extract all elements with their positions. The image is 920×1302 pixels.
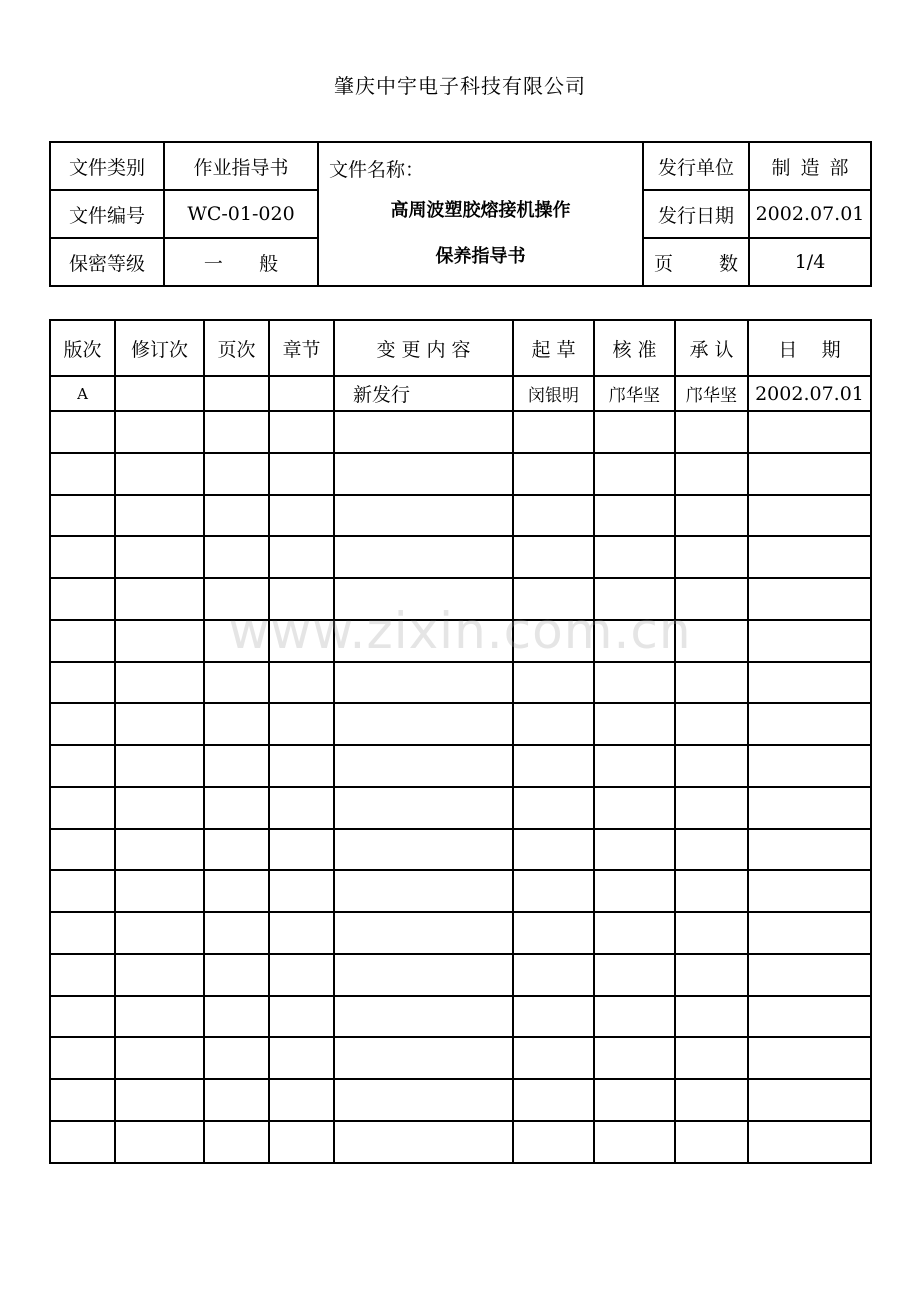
table-cell	[334, 1079, 513, 1121]
table-cell	[748, 1121, 871, 1163]
table-cell	[594, 1037, 675, 1079]
table-cell	[50, 870, 115, 912]
table-cell	[115, 536, 204, 578]
doc-name-line2: 保养指导书	[435, 246, 526, 267]
table-cell	[748, 954, 871, 996]
table-row	[50, 495, 871, 537]
table-cell	[269, 536, 334, 578]
issuer-value: 制 造 部	[749, 142, 871, 190]
table-cell	[513, 745, 594, 787]
table-cell	[513, 912, 594, 954]
table-cell	[115, 829, 204, 871]
table-row	[50, 411, 871, 453]
table-cell	[115, 1121, 204, 1163]
table-cell	[204, 829, 269, 871]
table-cell	[513, 495, 594, 537]
table-cell	[513, 996, 594, 1038]
table-row	[50, 996, 871, 1038]
table-cell	[513, 578, 594, 620]
issuer-label: 发行单位	[643, 142, 749, 190]
table-cell	[748, 453, 871, 495]
table-cell	[269, 954, 334, 996]
table-row	[50, 703, 871, 745]
table-cell	[748, 829, 871, 871]
doc-name-line1: 高周波塑胶熔接机操作	[390, 200, 571, 221]
table-cell	[204, 1037, 269, 1079]
table-cell	[204, 536, 269, 578]
table-cell	[269, 411, 334, 453]
table-cell	[675, 453, 748, 495]
table-cell	[204, 954, 269, 996]
table-cell	[594, 870, 675, 912]
table-cell	[269, 453, 334, 495]
table-cell	[675, 495, 748, 537]
table-cell	[115, 1037, 204, 1079]
document-header-table	[49, 141, 872, 287]
table-cell	[748, 578, 871, 620]
table-cell	[513, 1037, 594, 1079]
table-cell	[204, 787, 269, 829]
table-cell	[334, 912, 513, 954]
company-name: 肇庆中宇电子科技有限公司	[334, 74, 586, 98]
table-cell	[50, 1037, 115, 1079]
table-cell	[269, 1121, 334, 1163]
table-row	[50, 829, 871, 871]
table-cell	[204, 703, 269, 745]
table-cell	[50, 912, 115, 954]
table-cell	[115, 745, 204, 787]
table-cell	[513, 536, 594, 578]
table-cell	[594, 662, 675, 704]
table-cell	[334, 620, 513, 662]
table-cell	[50, 745, 115, 787]
table-cell	[50, 578, 115, 620]
table-cell	[50, 411, 115, 453]
table-row	[50, 536, 871, 578]
table-cell	[50, 954, 115, 996]
table-cell	[675, 1037, 748, 1079]
table-cell	[594, 996, 675, 1038]
table-cell	[748, 912, 871, 954]
table-cell	[50, 703, 115, 745]
table-cell	[50, 662, 115, 704]
table-cell	[513, 1121, 594, 1163]
table-cell	[594, 578, 675, 620]
cell-content: 新发行	[334, 376, 513, 411]
table-cell	[675, 1079, 748, 1121]
table-cell	[675, 1121, 748, 1163]
revision-header-row	[50, 320, 871, 376]
table-cell	[334, 1037, 513, 1079]
table-cell	[594, 1079, 675, 1121]
table-cell	[115, 912, 204, 954]
table-cell	[269, 578, 334, 620]
table-cell	[204, 996, 269, 1038]
table-cell	[334, 495, 513, 537]
table-cell	[204, 620, 269, 662]
pages-value: 1/4	[749, 238, 871, 286]
table-cell	[594, 954, 675, 996]
table-cell	[115, 411, 204, 453]
table-cell	[748, 1079, 871, 1121]
table-cell	[50, 495, 115, 537]
cell-drafter: 闵银明	[513, 376, 594, 411]
table-cell	[594, 411, 675, 453]
table-cell	[675, 829, 748, 871]
table-cell	[269, 912, 334, 954]
doc-type-label: 文件类别	[50, 142, 164, 190]
pages-label	[643, 238, 749, 286]
table-cell	[675, 787, 748, 829]
table-cell	[513, 453, 594, 495]
secrecy-value: 一 般	[164, 238, 318, 286]
table-cell	[204, 411, 269, 453]
table-cell	[115, 495, 204, 537]
table-cell	[50, 620, 115, 662]
table-cell	[334, 787, 513, 829]
cell-page	[204, 376, 269, 411]
table-cell	[594, 620, 675, 662]
table-cell	[334, 954, 513, 996]
table-cell	[115, 620, 204, 662]
cell-date: 2002.07.01	[748, 376, 871, 411]
col-header-version: 版次	[50, 320, 115, 376]
doc-name-cell	[318, 142, 643, 286]
table-cell	[675, 954, 748, 996]
table-cell	[748, 787, 871, 829]
table-cell	[334, 578, 513, 620]
doc-type-value: 作业指导书	[164, 142, 318, 190]
table-cell	[675, 745, 748, 787]
table-cell	[204, 870, 269, 912]
table-cell	[269, 870, 334, 912]
table-cell	[50, 787, 115, 829]
pages-label-b: 数	[718, 252, 738, 275]
table-cell	[513, 620, 594, 662]
table-cell	[269, 1037, 334, 1079]
col-header-content: 变 更 内 容	[334, 320, 513, 376]
table-cell	[269, 495, 334, 537]
col-header-approver: 核 准	[594, 320, 675, 376]
table-cell	[204, 453, 269, 495]
cell-chapter	[269, 376, 334, 411]
table-cell	[269, 787, 334, 829]
table-cell	[204, 578, 269, 620]
table-cell	[675, 578, 748, 620]
table-row	[50, 1121, 871, 1163]
table-cell	[594, 495, 675, 537]
col-header-drafter: 起 草	[513, 320, 594, 376]
table-cell	[748, 495, 871, 537]
table-cell	[269, 620, 334, 662]
table-cell	[334, 703, 513, 745]
doc-no-value: WC-01-020	[164, 190, 318, 238]
table-cell	[748, 411, 871, 453]
table-cell	[204, 495, 269, 537]
table-cell	[269, 996, 334, 1038]
col-header-revision: 修订次	[115, 320, 204, 376]
table-row	[50, 912, 871, 954]
table-cell	[334, 870, 513, 912]
table-cell	[748, 745, 871, 787]
cell-confirmer: 邝华坚	[675, 376, 748, 411]
table-cell	[50, 536, 115, 578]
table-cell	[748, 662, 871, 704]
table-cell	[594, 453, 675, 495]
table-cell	[513, 829, 594, 871]
table-row	[50, 376, 871, 411]
table-row	[50, 1079, 871, 1121]
table-cell	[594, 745, 675, 787]
table-cell	[594, 787, 675, 829]
table-cell	[50, 1079, 115, 1121]
table-cell	[675, 411, 748, 453]
table-cell	[115, 954, 204, 996]
table-cell	[269, 662, 334, 704]
doc-name-label: 文件名称：	[329, 159, 425, 181]
table-cell	[50, 996, 115, 1038]
table-cell	[204, 1121, 269, 1163]
table-cell	[115, 1079, 204, 1121]
table-cell	[50, 453, 115, 495]
col-header-date: 日 期	[748, 320, 871, 376]
table-cell	[748, 620, 871, 662]
pages-label-a: 页	[654, 252, 674, 275]
table-row	[50, 787, 871, 829]
table-cell	[269, 745, 334, 787]
table-cell	[334, 745, 513, 787]
col-header-chapter: 章节	[269, 320, 334, 376]
table-cell	[334, 662, 513, 704]
table-cell	[513, 954, 594, 996]
table-cell	[50, 1121, 115, 1163]
table-cell	[594, 829, 675, 871]
table-cell	[675, 870, 748, 912]
blank-rows	[50, 411, 871, 1163]
secrecy-label: 保密等级	[50, 238, 164, 286]
table-cell	[115, 703, 204, 745]
table-cell	[748, 870, 871, 912]
table-cell	[675, 536, 748, 578]
table-cell	[513, 411, 594, 453]
table-cell	[513, 703, 594, 745]
table-row	[50, 745, 871, 787]
table-cell	[115, 662, 204, 704]
cell-revision	[115, 376, 204, 411]
table-row	[50, 954, 871, 996]
table-cell	[334, 996, 513, 1038]
revision-history-table	[49, 319, 872, 1164]
table-row	[50, 1037, 871, 1079]
table-cell	[204, 912, 269, 954]
table-cell	[115, 870, 204, 912]
table-cell	[204, 662, 269, 704]
table-cell	[334, 1121, 513, 1163]
table-row	[50, 620, 871, 662]
table-cell	[115, 578, 204, 620]
table-cell	[513, 870, 594, 912]
table-cell	[513, 1079, 594, 1121]
table-cell	[50, 829, 115, 871]
table-cell	[269, 703, 334, 745]
table-cell	[675, 620, 748, 662]
table-cell	[204, 1079, 269, 1121]
watermark: www.zixin.com.cn	[228, 602, 692, 660]
table-cell	[675, 662, 748, 704]
table-cell	[748, 536, 871, 578]
table-cell	[748, 996, 871, 1038]
table-cell	[513, 662, 594, 704]
table-cell	[594, 912, 675, 954]
table-cell	[594, 703, 675, 745]
table-cell	[334, 829, 513, 871]
table-cell	[115, 787, 204, 829]
cell-approver: 邝华坚	[594, 376, 675, 411]
table-cell	[204, 745, 269, 787]
table-cell	[334, 453, 513, 495]
table-cell	[513, 787, 594, 829]
doc-no-label: 文件编号	[50, 190, 164, 238]
table-cell	[115, 996, 204, 1038]
table-cell	[675, 996, 748, 1038]
table-cell	[269, 829, 334, 871]
cell-version: A	[50, 376, 115, 411]
table-cell	[748, 703, 871, 745]
col-header-page: 页次	[204, 320, 269, 376]
table-row	[50, 578, 871, 620]
table-cell	[748, 1037, 871, 1079]
table-cell	[675, 912, 748, 954]
table-cell	[594, 1121, 675, 1163]
table-cell	[269, 1079, 334, 1121]
table-cell	[675, 703, 748, 745]
table-row	[50, 453, 871, 495]
table-cell	[334, 411, 513, 453]
table-row	[50, 870, 871, 912]
table-cell	[334, 536, 513, 578]
issue-date-label: 发行日期	[643, 190, 749, 238]
table-cell	[115, 453, 204, 495]
col-header-confirmer: 承 认	[675, 320, 748, 376]
issue-date-value: 2002.07.01	[749, 190, 871, 238]
table-row	[50, 662, 871, 704]
table-cell	[594, 536, 675, 578]
